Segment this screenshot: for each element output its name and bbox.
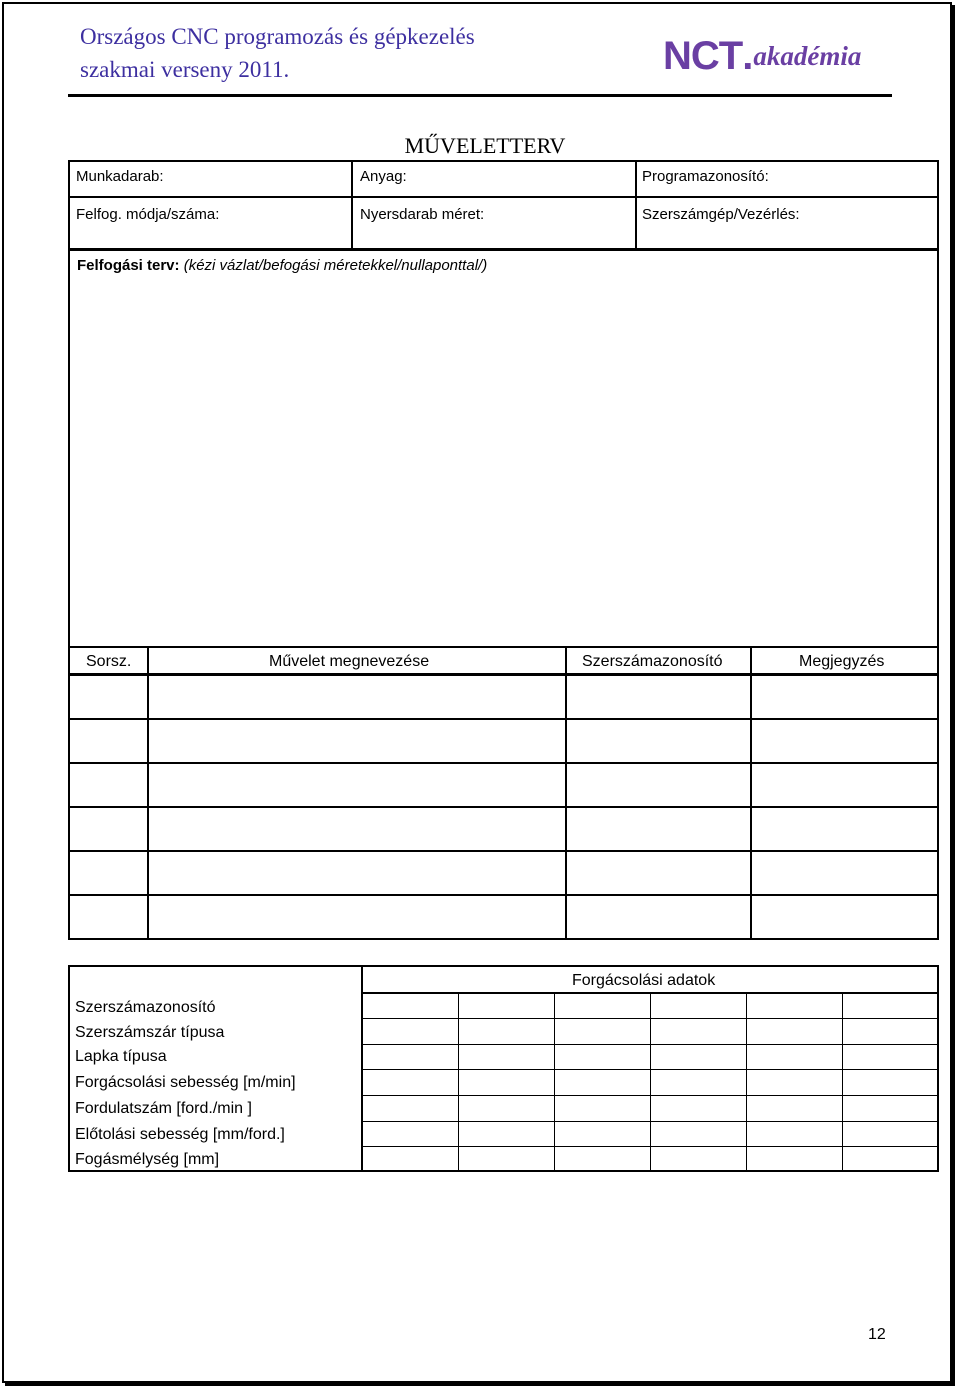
- table-row: [70, 806, 937, 808]
- divider: [565, 646, 567, 938]
- operation-plan-form: [68, 160, 939, 940]
- row-label-depth-of-cut: Fogásmélység [mm]: [75, 1151, 220, 1168]
- divider: [70, 248, 937, 251]
- divider: [70, 673, 937, 676]
- divider: [351, 162, 353, 250]
- col-header-remark: Megjegyzés: [799, 653, 885, 670]
- competition-title-line1: Országos CNC programozás és gépkezelés: [80, 24, 475, 49]
- table-row: [361, 1069, 937, 1070]
- table-row: [70, 850, 937, 852]
- raw-size-label: Nyersdarab méret:: [360, 206, 485, 223]
- clamping-plan-title: Felfogási terv:: [77, 257, 180, 274]
- divider: [635, 162, 637, 250]
- divider: [458, 993, 459, 1172]
- divider: [650, 993, 651, 1172]
- divider: [554, 993, 555, 1172]
- divider: [750, 646, 752, 938]
- material-label: Anyag:: [360, 168, 407, 185]
- divider: [842, 993, 843, 1172]
- row-label-feed: Előtolási sebesség [mm/ford.]: [75, 1126, 285, 1143]
- cutting-data-header: Forgácsolási adatok: [572, 972, 716, 989]
- logo-dot: .: [742, 34, 754, 78]
- cutting-data-table: [68, 965, 939, 1172]
- row-label-cutting-speed: Forgácsolási sebesség [m/min]: [75, 1074, 296, 1091]
- col-header-no: Sorsz.: [86, 653, 132, 670]
- logo-akademia-text: akadémia: [753, 41, 862, 71]
- competition-title-line2: szakmai verseny 2011.: [80, 57, 290, 82]
- col-header-tool-id: Szerszámazonosító: [582, 653, 723, 670]
- divider: [746, 993, 747, 1172]
- divider: [147, 646, 149, 938]
- table-row: [70, 762, 937, 764]
- logo-nct-text: NCT: [663, 34, 743, 78]
- table-row: [361, 1121, 937, 1122]
- clamping-plan-label: [77, 257, 487, 275]
- table-row: [361, 1095, 937, 1096]
- row-label-tool-id: Szerszámazonosító: [75, 999, 216, 1016]
- col-header-operation: Művelet megnevezése: [269, 653, 430, 670]
- table-row: [70, 894, 937, 896]
- row-label-spindle-speed: Fordulatszám [ford./min ]: [75, 1100, 252, 1117]
- table-row: [70, 718, 937, 720]
- divider: [70, 196, 937, 198]
- workpiece-label: Munkadarab:: [76, 168, 164, 185]
- row-label-holder-type: Szerszámszár típusa: [75, 1024, 225, 1041]
- row-label-insert-type: Lapka típusa: [75, 1048, 167, 1065]
- competition-title: [80, 20, 600, 86]
- divider: [361, 992, 937, 994]
- machine-control-label: Szerszámgép/Vezérlés:: [642, 206, 800, 223]
- divider: [70, 646, 937, 648]
- document-title: MŰVELETTERV: [404, 133, 566, 158]
- header-rule: [68, 94, 892, 97]
- divider: [361, 967, 363, 1172]
- table-row: [361, 1044, 937, 1045]
- clamping-mode-label: Felfog. módja/száma:: [76, 206, 220, 223]
- clamping-plan-hint: (kézi vázlat/befogási méretekkel/nullaponttal/): [183, 257, 488, 274]
- nct-akademia-logo: [663, 34, 883, 78]
- page-number: 12: [868, 1326, 886, 1343]
- table-row: [361, 1146, 937, 1147]
- table-row: [361, 1018, 937, 1019]
- program-id-label: Programazonosító:: [642, 168, 769, 185]
